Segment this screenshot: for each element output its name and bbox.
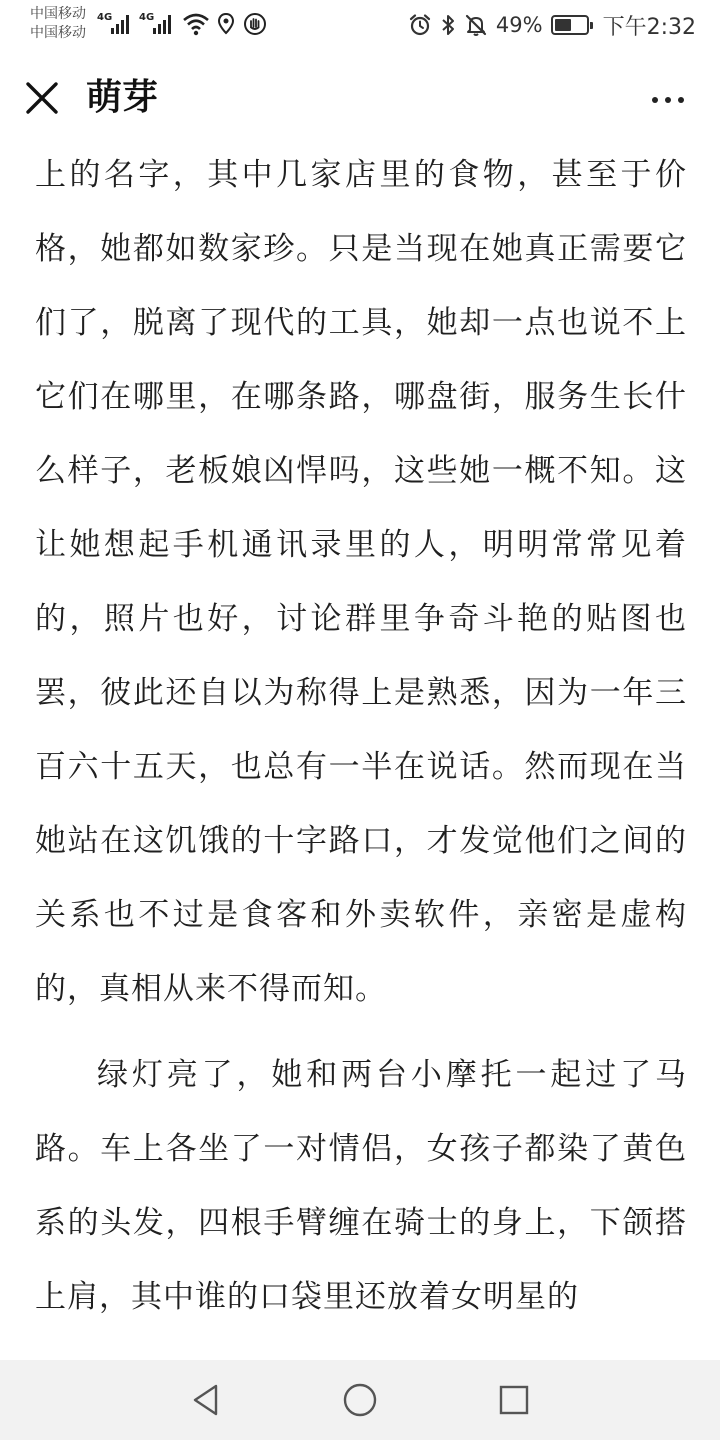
battery-icon xyxy=(551,15,589,35)
more-icon[interactable] xyxy=(665,97,671,103)
back-button[interactable] xyxy=(186,1380,226,1420)
hand-icon xyxy=(243,12,267,36)
title-bar xyxy=(0,50,720,146)
battery-percent: 49% xyxy=(495,13,543,37)
status-time: 下午2:32 xyxy=(602,14,696,40)
wifi-icon xyxy=(182,12,210,36)
network-type-2: 4G xyxy=(139,12,155,23)
alarm-icon xyxy=(408,13,432,37)
more-button[interactable] xyxy=(642,80,694,120)
page-title: 萌芽 xyxy=(86,77,159,118)
status-right-group xyxy=(408,8,696,42)
carrier-1: 中国移动 xyxy=(30,6,86,22)
home-circle-icon[interactable] xyxy=(342,1382,378,1418)
article-paragraph: 绿灯亮了，她和两台小摩托一起过了马路。车上各坐了一对情侣，女孩子都染了黄色系的头发，四根手臂缠在骑士的身上，下颌搭上肩，其中谁的口袋里还放着女明星的 xyxy=(35,1057,687,1315)
recent-square-icon[interactable] xyxy=(498,1384,530,1416)
bluetooth-icon xyxy=(440,13,456,37)
home-button[interactable] xyxy=(340,1380,380,1420)
back-triangle-icon[interactable] xyxy=(190,1383,222,1417)
mute-icon xyxy=(464,13,488,37)
carrier-2: 中国移动 xyxy=(30,25,86,41)
status-bar xyxy=(0,0,720,50)
more-icon[interactable] xyxy=(652,97,658,103)
article-paragraph: 上的名字，其中几家店里的食物，甚至于价格，她都如数家珍。只是当现在她真正需要它们了，脱离了现代的工具，她却一点也说不上它们在哪里，在哪条路，哪盘街，服务生长什么样子，老板娘凶悍吗，这些她一概不知。这让她想起手机通讯录里的人，明明常常见着的，照片也好，讨论群里争奇斗艳的贴图也罢，彼此还自以为称得上是熟悉，因为一年三百六十五天，也总有一半在说话。然而现在当她站在这饥饿的十字路口，才发觉他们之间的关系也不过是食客和外卖软件，亲密是虚构的，真相从来不得而知。 xyxy=(35,157,687,1007)
carrier-labels xyxy=(30,5,86,43)
location-icon xyxy=(216,12,236,36)
recent-apps-button[interactable] xyxy=(494,1380,534,1420)
navigation-bar xyxy=(0,1360,720,1440)
more-icon[interactable] xyxy=(678,97,684,103)
network-type-1: 4G xyxy=(97,12,113,23)
close-button[interactable] xyxy=(20,76,64,120)
article-body[interactable] xyxy=(35,138,687,1360)
close-icon[interactable] xyxy=(25,81,59,115)
